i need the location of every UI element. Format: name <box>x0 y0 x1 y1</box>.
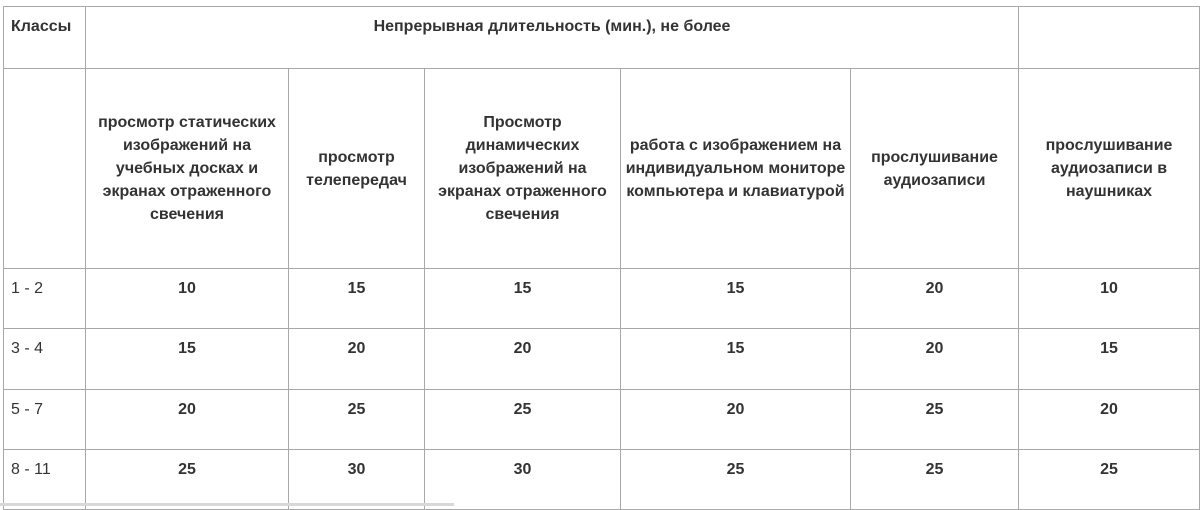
column-header: прослушивание аудиозаписи <box>851 69 1019 269</box>
column-header: просмотр статических изображений на учебных досках и экранах отраженного свечения <box>86 69 289 269</box>
value-cell: 15 <box>621 269 851 329</box>
value-cell: 15 <box>1019 329 1200 390</box>
value-cell: 25 <box>86 450 289 510</box>
header-empty-cell <box>1019 7 1200 69</box>
table-row <box>4 329 1200 390</box>
table-row <box>4 390 1200 450</box>
value-cell: 20 <box>851 329 1019 390</box>
table-row <box>4 450 1200 510</box>
class-cell: 3 - 4 <box>4 329 86 390</box>
classes-header: Классы <box>4 7 86 69</box>
value-cell: 25 <box>851 390 1019 450</box>
value-cell: 30 <box>425 450 621 510</box>
value-cell: 25 <box>289 390 425 450</box>
value-cell: 20 <box>425 329 621 390</box>
column-header: прослушивание аудиозаписи в наушниках <box>1019 69 1200 269</box>
class-cell: 8 - 11 <box>4 450 86 510</box>
class-cell: 5 - 7 <box>4 390 86 450</box>
value-cell: 20 <box>1019 390 1200 450</box>
header-row <box>4 7 1200 69</box>
value-cell: 25 <box>851 450 1019 510</box>
column-header: Просмотр динамических изображений на экранах отраженного свечения <box>425 69 621 269</box>
value-cell: 25 <box>1019 450 1200 510</box>
value-cell: 20 <box>851 269 1019 329</box>
value-cell: 25 <box>425 390 621 450</box>
column-header: просмотр телепередач <box>289 69 425 269</box>
value-cell: 10 <box>86 269 289 329</box>
value-cell: 25 <box>621 450 851 510</box>
value-cell: 15 <box>289 269 425 329</box>
value-cell: 15 <box>621 329 851 390</box>
value-cell: 10 <box>1019 269 1200 329</box>
classes-header-spacer <box>4 69 86 269</box>
value-cell: 20 <box>621 390 851 450</box>
value-cell: 20 <box>289 329 425 390</box>
table-row <box>4 269 1200 329</box>
column-header-row <box>4 69 1200 269</box>
value-cell: 30 <box>289 450 425 510</box>
group-header: Непрерывная длительность (мин.), не более <box>86 7 1019 69</box>
duration-table <box>3 6 1200 510</box>
value-cell: 15 <box>425 269 621 329</box>
value-cell: 15 <box>86 329 289 390</box>
class-cell: 1 - 2 <box>4 269 86 329</box>
column-header: работа с изображением на индивидуальном мониторе компьютера и клавиатурой <box>621 69 851 269</box>
value-cell: 20 <box>86 390 289 450</box>
